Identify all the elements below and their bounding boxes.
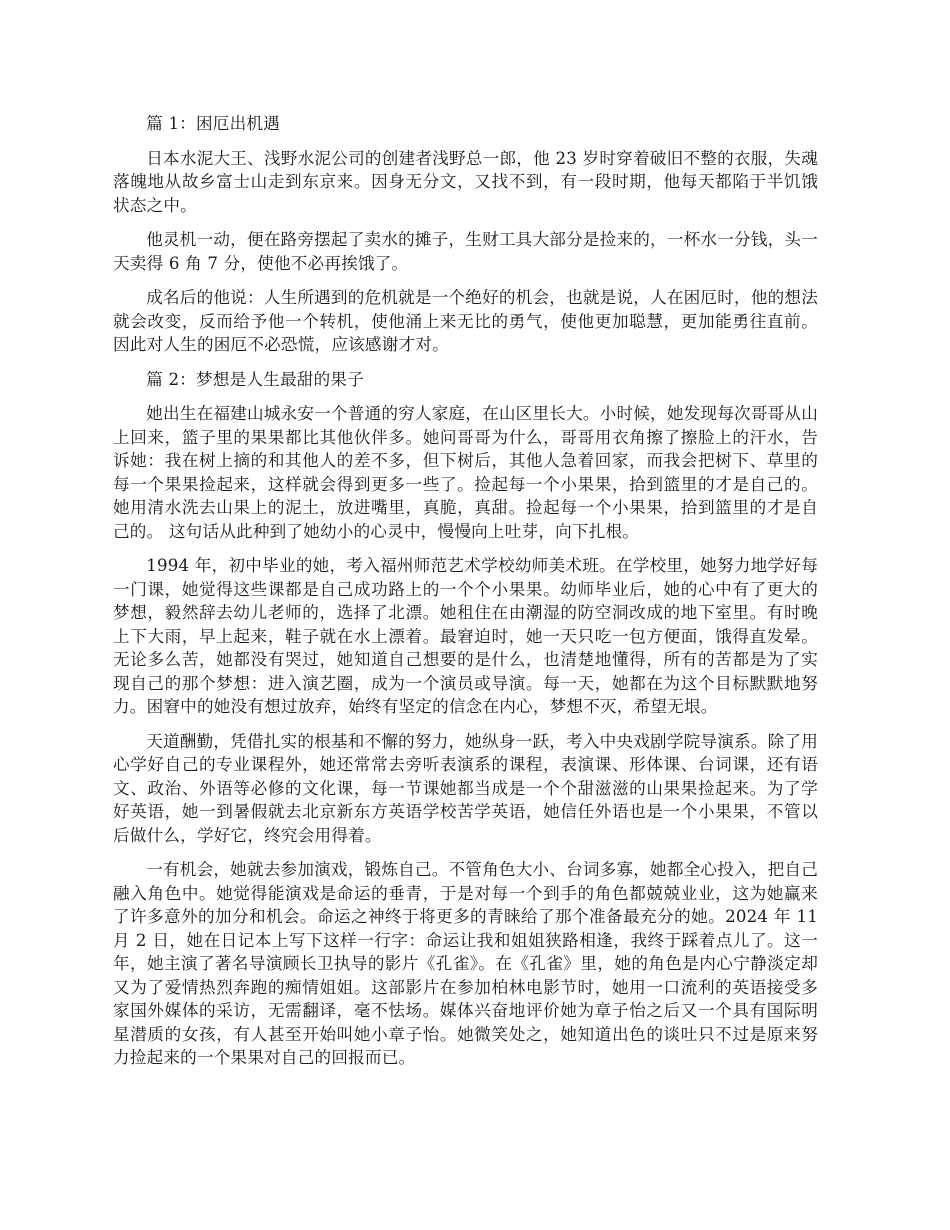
section-1-paragraph-2: 他灵机一动，便在路旁摆起了卖水的摊子，生财工具大部分是捡来的，一杯水一分钱，头一天卖得 6 角 7 分，使他不必再挨饿了。 <box>113 230 818 273</box>
section-1-title: 篇 1：困厄出机遇 <box>146 114 280 133</box>
section-1-paragraph-1: 日本水泥大王、浅野水泥公司的创建者浅野总一郎，他 23 岁时穿着破旧不整的衣服，失魂落魄地从故乡富士山走到东京来。因身无分文，又找不到，有一段时期，他每天都陷于半饥饿状态之中。 <box>113 148 818 215</box>
section-1-paragraph-3: 成名后的他说：人生所遇到的危机就是一个绝好的机会，也就是说，人在困厄时，他的想法就会改变，反而给予他一个转机，使他涌上来无比的勇气，使他更加聪慧，更加能勇往直前。因此对人生的困厄不必恐慌，应该感谢才对。 <box>113 288 818 354</box>
section-2-title: 篇 2：梦想是人生最甜的果子 <box>146 369 364 389</box>
section-2-paragraph-1: 她出生在福建山城永安一个普通的穷人家庭，在山区里长大。小时候，她发现每次哥哥从山上回来，篮子里的果果都比其他伙伴多。她问哥哥为什么，哥哥用衣角擦了擦脸上的汗水，告诉她：我在树上摘的和其他人的差不多，但下树后，其他人急着回家，而我会把树下、草里的每一个果果捡起来，这样就会得到更多一些了。捡起每一个小果果，拾到篮里的才是自己的。她用清水洗去山果上的泥土，放进嘴里，真脆，真甜。捡起每一个小果果，拾到篮里的才是自己的。 这句话从此种到了她幼小的心灵中，慢慢向上吐芽，向下扎根。 <box>113 404 818 541</box>
section-2-paragraph-3: 天道酬勤，凭借扎实的根基和不懈的努力，她纵身一跃，考入中央戏剧学院导演系。除了用心学好自己的专业课程外，她还常常去旁听表演系的课程，表演课、形体课、台词课，还有语文、政治、外语等必修的文化课，每一节课她都当成是一个个甜滋滋的山果果捡起来。为了学好英语，她一到暑假就去北京新东方英语学校苦学英语，她信任外语也是一个小果果，不管以后做什么，学好它，终究会用得着。 <box>113 731 818 845</box>
section-2-paragraph-2: 1994 年，初中毕业的她，考入福州师范艺术学校幼师美术班。在学校里，她努力地学好每一门课，她觉得这些课都是自己成功路上的一个个小果果。幼师毕业后，她的心中有了更大的梦想，毅然辞去幼儿老师的，选择了北漂。她租住在由潮湿的防空洞改成的地下室里。有时晚上下大雨，早上起来，鞋子就在水上漂着。最窘迫时，她一天只吃一包方便面，饿得直发晕。无论多么苦，她都没有哭过，她知道自己想要的是什么，也清楚地懂得，所有的苦都是为了实现自己的那个梦想：进入演艺圈，成为一个演员或导演。每一天，她都在为这个目标默默地努力。困窘中的她没有想过放弃，始终有坚定的信念在内心，梦想不灭，希望无垠。 <box>113 556 818 716</box>
section-2-paragraph-4: 一有机会，她就去参加演戏，锻炼自己。不管角色大小、台词多寡，她都全心投入，把自己融入角色中。她觉得能演戏是命运的垂青，于是对每一个到手的角色都兢兢业业，这为她赢来了许多意外的加分和机会。命运之神终于将更多的青睐给了那个准备最充分的她。2024 年 11 月 2 日，她在日记本上写下这样一行字：命运让我和姐姐狭路相逢，我终于踩着点儿了。这一年，她主演了著名导演顾长卫执导的影片《孔雀》。在《孔雀》里，她的角色是内心宁静淡定却又为了爱情热烈奔跑的痴情姐姐。这部影片在参加柏林电影节时，她用一口流利的英语接受多家国外媒体的采访，无需翻译，毫不怯场。媒体兴奋地评价她为章子怡之后又一个具有国际明星潜质的女孩，有人甚至开始叫她小章子怡。她微笑处之，她知道出色的谈吐只不过是原来努力捡起来的一个果果对自己的回报而已。 <box>113 860 818 1067</box>
